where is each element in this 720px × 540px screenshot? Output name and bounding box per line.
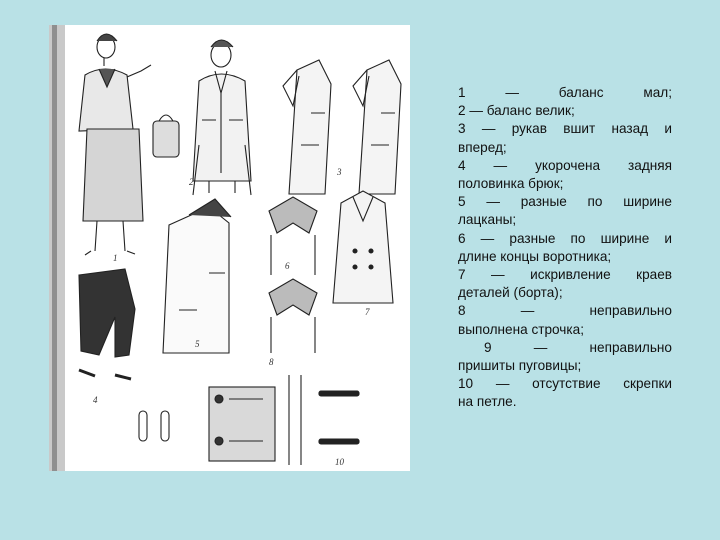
buttons-and-buttonholes-drawing	[139, 375, 359, 465]
double-breasted-jacket-drawing	[333, 191, 393, 303]
figure-label-8: 8	[269, 357, 274, 367]
garment-defects-illustration	[49, 25, 410, 471]
man-suit-drawing	[193, 40, 251, 195]
trousers-drawing	[79, 269, 135, 379]
legend-line: 3 — рукав вшит назад и	[458, 121, 672, 137]
figure-label-7: 7	[365, 307, 370, 317]
jacket-drawings-sleeve	[283, 60, 401, 194]
legend-line: 2 — баланс велик;	[458, 103, 575, 119]
legend-line: на петле.	[458, 394, 517, 410]
legend-line: пришиты пуговицы;	[458, 358, 582, 374]
figure-label-2: 2	[189, 177, 194, 187]
lapel-width-drawing	[163, 199, 231, 353]
legend-line: 4 — укорочена задняя	[458, 157, 672, 173]
legend-line: 8 — неправильно	[458, 303, 672, 319]
figure-label-6: 6	[285, 261, 290, 271]
legend-line: длине концы воротника;	[458, 248, 612, 264]
figure-label-4: 4	[93, 395, 98, 405]
legend-line: деталей (борта);	[458, 285, 563, 301]
legend-line: 9 — неправильно	[484, 339, 672, 355]
figure-label-3: 3	[337, 167, 342, 177]
legend-line: выполнена строчка;	[458, 321, 584, 337]
figure-label-10: 10	[335, 457, 344, 467]
legend-line: 5 — разные по ширине	[458, 194, 672, 210]
legend-line: 10 — отсутствие скрепки	[458, 376, 672, 392]
figure-label-1: 1	[113, 253, 118, 263]
woman-suit-drawing	[79, 34, 179, 255]
legend-line: лацканы;	[458, 212, 517, 228]
legend-line: 6 — разные по ширине и	[458, 230, 672, 246]
legend-line: вперед;	[458, 139, 507, 155]
defects-legend	[458, 84, 672, 412]
legend-line: половинка брюк;	[458, 176, 564, 192]
figure-label-5: 5	[195, 339, 200, 349]
legend-line: 7 — искривление краев	[458, 267, 672, 283]
collar-drawings	[269, 197, 317, 353]
legend-line: 1 — баланс мал;	[458, 85, 672, 100]
